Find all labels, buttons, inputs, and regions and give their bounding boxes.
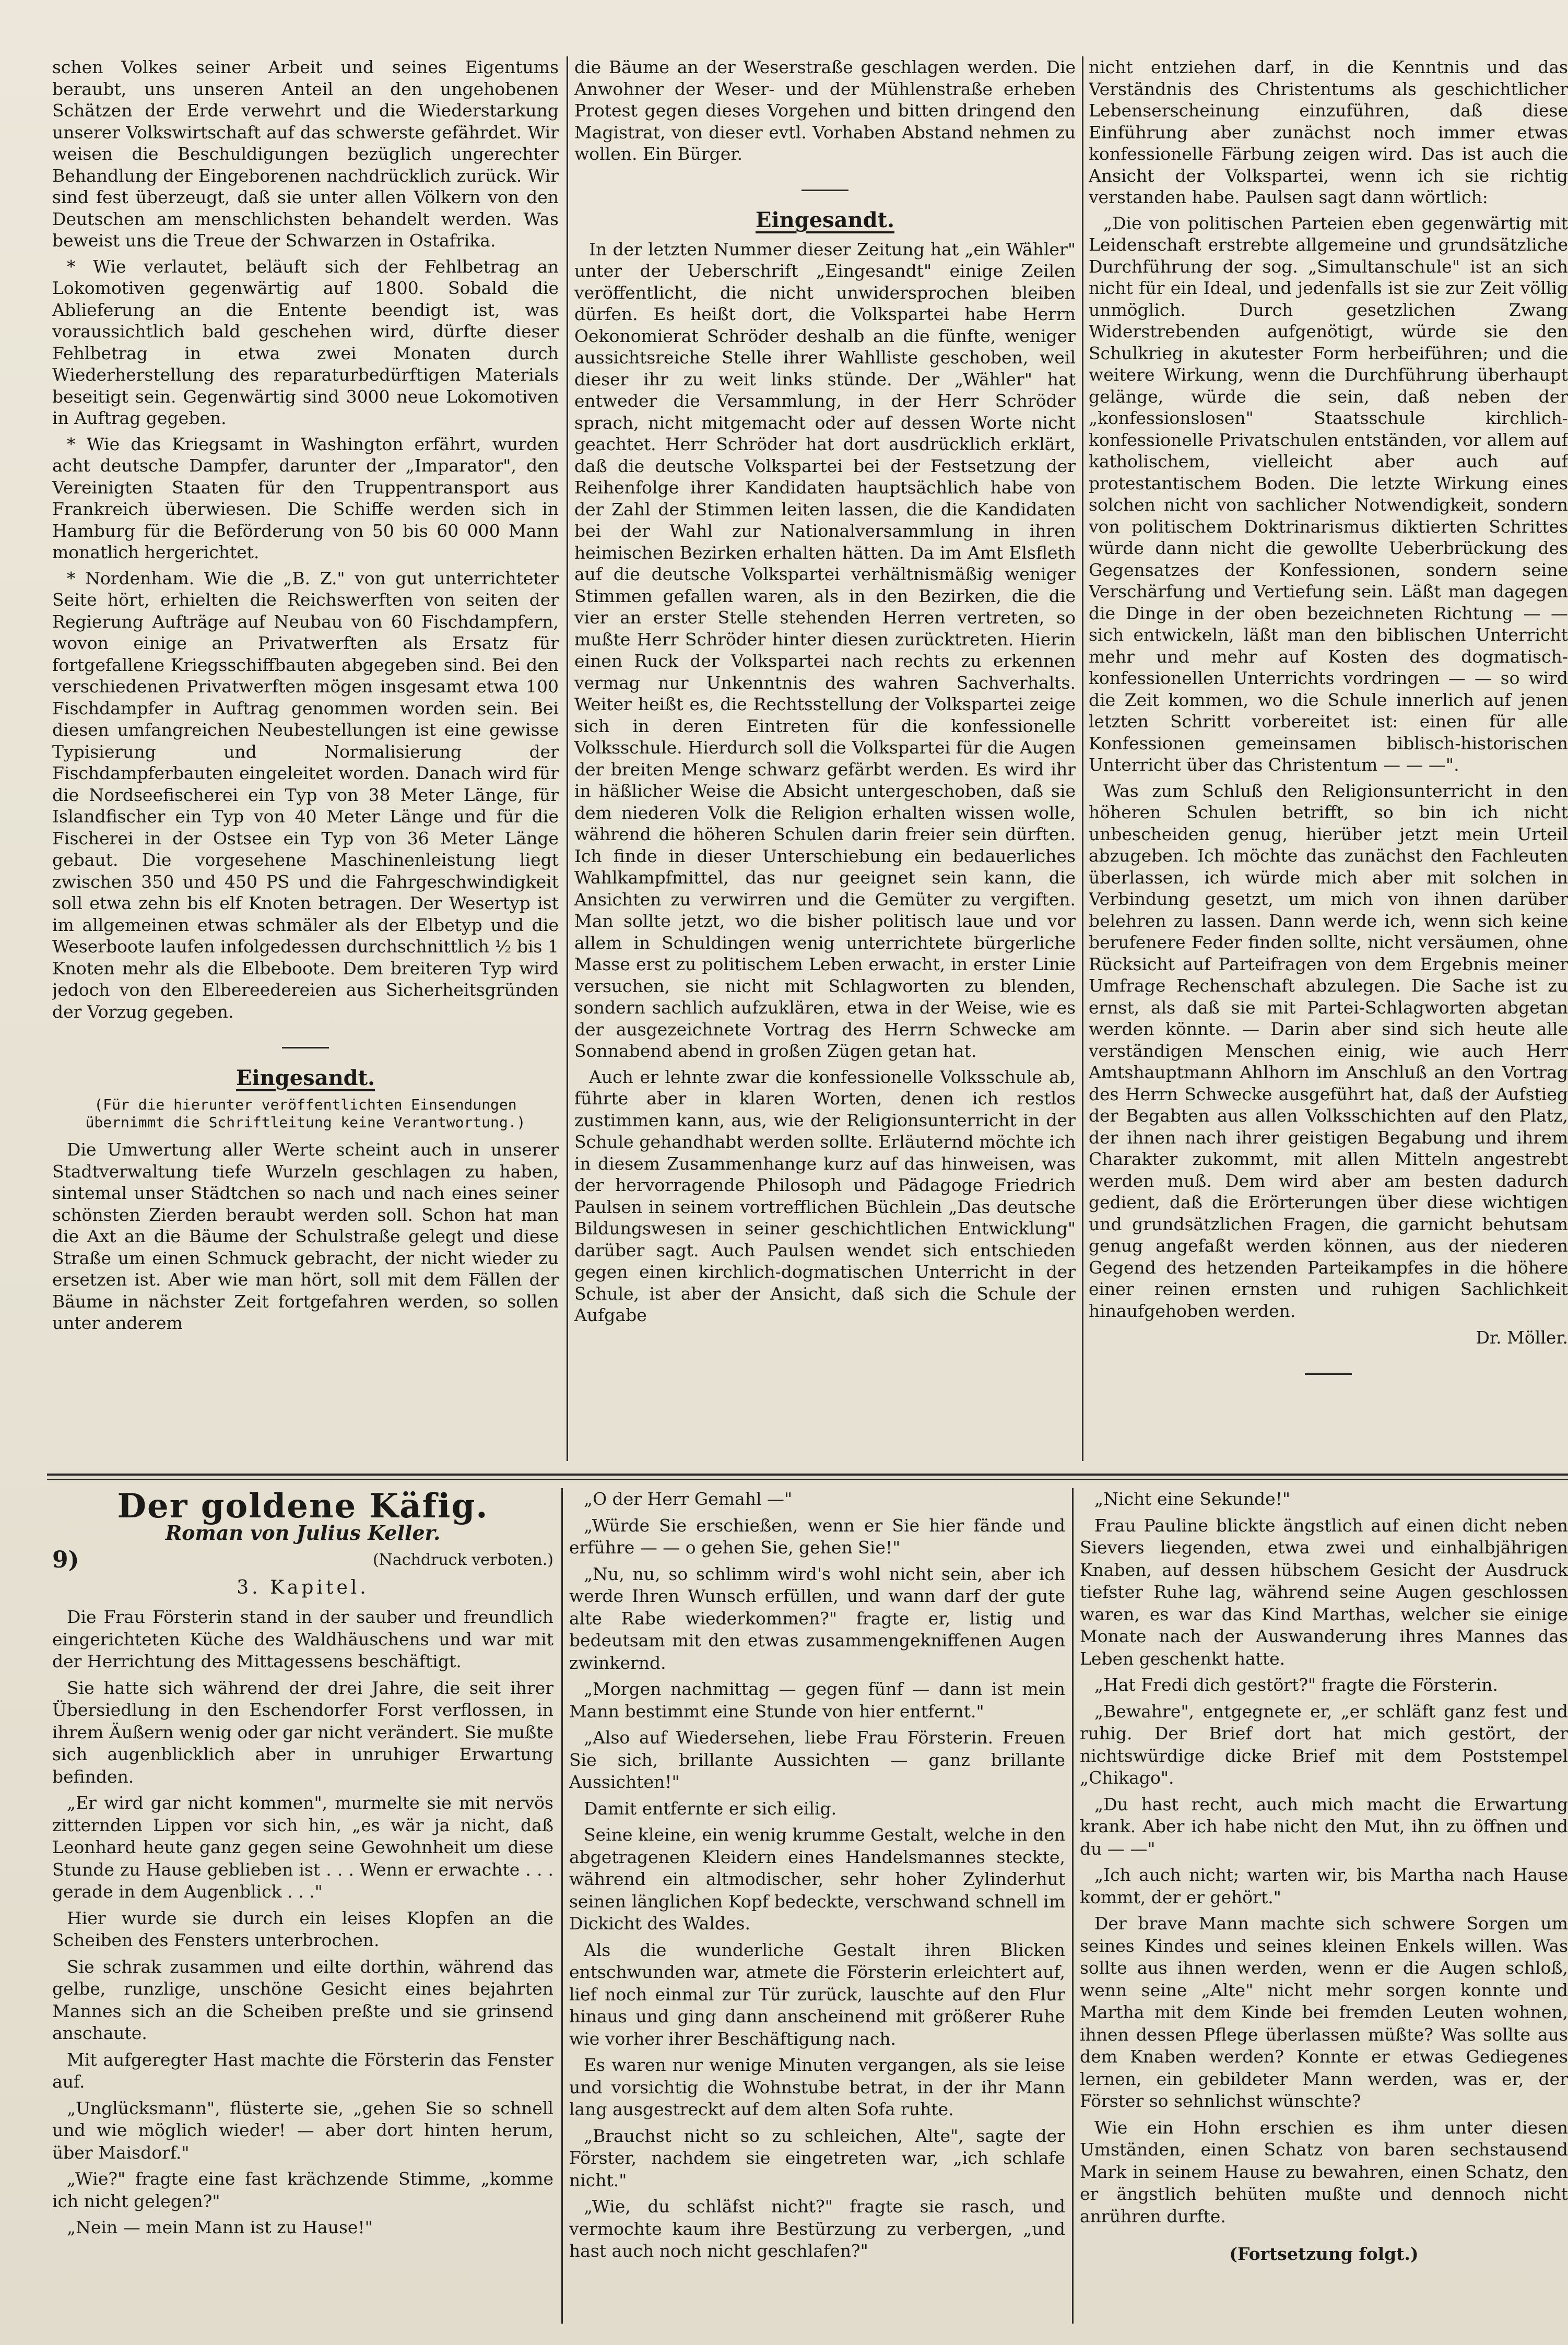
novel-text: Die Frau Försterin stand in der sauber und freundlich eingerichteten Küche des Waldhäuschens und war mit der Herrichtung des Mittagessens beschäftigt. xyxy=(52,1607,553,1671)
novel-text: „O der Herr Gemahl —" xyxy=(584,1489,793,1509)
novel-text: Seine kleine, ein wenig krumme Gestalt, welche in den abgetragenen Kleidern eines Handelsmannes steckte, während ein altmodischer, sehr hoher Zylinderhut seinen länglichen Kopf bedeckte, verschwand schnell im Dickicht des Waldes. xyxy=(569,1824,1065,1934)
novel-text: „Er wird gar nicht kommen", murmelte sie mit nervös zitternden Lippen vor sich hin, „es wär ja nicht, daß Leonhard heute ganz gegen seine Gewohnheit um diese Stunde zu Hause geblieben ist . . . Wenn er erwachte . . . gerade in dem Augenblick . . ." xyxy=(52,1793,553,1902)
article-text: schen Volkes seiner Arbeit und seines Eigentums beraubt, uns unseren Anteil an den ungehobenen Schätzen der Erde verwehrt und die Wiederstarkung unserer Volkswirtschaft auf das schwerste gefährdet. Wir weisen die Beschuldigungen bezüglich ungerechter Behandlung der Eingeborenen nachdrücklich zurück. Wir sind fest überzeugt, daß sie unter allen Völkern von den Deutschen am menschlichsten behandelt werden. Was beweist uns die Treue der Schwarzen in Ostafrika. xyxy=(52,57,559,251)
section-heading-eingesandt: Eingesandt. xyxy=(235,1065,375,1090)
column-rule xyxy=(1072,1488,1074,2324)
continuation-note: (Fortsetzung folgt.) xyxy=(1229,2244,1419,2264)
novel-text: „Würde Sie erschießen, wenn er Sie hier fände und erführe — — o gehen Sie, gehen Sie!" xyxy=(569,1515,1065,1558)
letter-text: nicht entziehen darf, in die Kenntnis und das Verständnis des Christentums als geschichtlicher Lebenserscheinung einzuführen, daß diese Einführung aber zunächst noch immer etwas konfessionelle Färbung zeigen wird. Das ist auch die Ansicht der Volkspartei, wenn ich sie richtig verstanden habe. Paulsen sagt dann wörtlich: xyxy=(1089,57,1568,207)
serial-title: Der goldene Käfig. xyxy=(117,1488,489,1526)
top-column-1 xyxy=(52,56,559,1466)
novel-text: Es waren nur wenige Minuten vergangen, als sie leise und vorsichtig die Wohnstube betrat, in der ihr Mann lang ausgestreckt auf dem alten Sofa ruhte. xyxy=(569,2055,1065,2119)
novel-text: „Unglücksmann", flüsterte sie, „gehen Sie so schnell und wie möglich wieder! — aber dort hinten herum, über Maisdorf." xyxy=(52,2097,553,2163)
news-item-nordenham: * Nordenham. Wie die „B. Z." von gut unterrichteter Seite hört, erhielten die Reichswerften von seiten der Regierung Aufträge auf Neubau von 60 Fischdampfern, wovon einige an Privatwerften als Ersatz für fortgefallene Kriegsschiffbauten abgegeben sind. Bei den verschiedenen Privatwerften mögen insgesamt etwa 100 Fischdampfer in Auftrag genommen worden sein. Bei diesen umfangreichen Neubestellungen ist eine gewisse Typisierung und Normalisierung der Fischdampferbauten eingeleitet worden. Danach wird für die Nordseefischerei ein Typ von 38 Meter Länge, für Islandfischer ein Typ von 40 Meter Länge und für die Fischerei in der Ostsee ein Typ von 36 Meter Länge gebaut. Die vorgesehene Maschinenleistung liegt zwischen 350 und 450 PS und die Fahrgeschwindigkeit soll etwa zehn bis elf Knoten betragen. Der Wesertyp ist im allgemeinen etwas schmäler als der Elbetyp und die Weserboote laufen infolgedessen durchschnittlich ½ bis 1 Knoten mehr als die Elbeboote. Dem breiteren Typ wird jedoch von den Elbereedereien aus Sicherheitsgründen der Vorzug gegeben. xyxy=(52,568,559,1022)
reprint-notice: (Nachdruck verboten.) xyxy=(372,1551,553,1569)
novel-text: Sie schrak zusammen und eilte dorthin, während das gelbe, runzlige, unschöne Gesicht eines bejahrten Mannes sich an die Scheiben preßte und sie grinsend anschaute. xyxy=(52,1956,553,2043)
novel-text: „Wie?" fragte eine fast krächzende Stimme, „komme ich nicht gelegen?" xyxy=(52,2169,553,2211)
column-rule xyxy=(1082,56,1083,1461)
novel-text: „Wie, du schläfst nicht?" fragte sie rasch, und vermochte kaum ihre Bestürzung zu verbergen, „und hast auch noch nicht geschlafen?" xyxy=(569,2196,1065,2261)
serial-meta xyxy=(52,1549,553,1572)
letter-text: Was zum Schluß den Religionsunterricht in den höheren Schulen betrifft, so bin ich nicht unbescheiden genug, hierüber jetzt mein Urteil abzugeben. Ich möchte das zunächst den Fachleuten überlassen, ich würde mich aber mit solchen in Verbindung gesetzt, um mich von ihnen darüber belehren zu lassen. Dann werde ich, wenn sich keine berufenere Feder finden sollte, nicht versäumen, ohne Rücksicht auf Parteifragen von dem Ergebnis meiner Umfrage Rechenschaft abzulegen. Die Sache ist zu ernst, als daß sie mit Partei-Schlagworten abgetan werden könnte. — Darin aber sind sich heute alle verständigen Menschen einig, wie auch Herr Amtshauptmann Ahlhorn im Anschluß an den Vortrag des Herrn Schwecke ausgeführt hat, daß der Aufstieg der Begabten aus allen Volksschichten auf den Platz, der ihnen nach ihrer geistigen Begabung und ihrem Charakter zukommt, mit allen Mitteln angestrebt werden muß. Dem wird aber am besten dadurch gedient, daß die Erörterungen über diese wichtigen und grundsätzlichen Fragen, die garnicht behutsam genug angefaßt werden können, aus der niederen Gegend des hetzenden Parteikampfes in die höhere einer reinen ernsten und ruhigen Sachlichkeit hinaufgehoben werden. xyxy=(1089,780,1568,1321)
novel-text: „Morgen nachmittag — gegen fünf — dann ist mein Mann bestimmt eine Stunde von hier entfernt." xyxy=(569,1679,1065,1722)
novel-text: „Nu, nu, so schlimm wird's wohl nicht sein, aber ich werde Ihren Wunsch erfüllen, und wann darf der gute alte Rabe wiederkommen?" fragte er, listig und bedeutsam mit den etwas zusammengekniffenen Augen zwinkernd. xyxy=(569,1563,1065,1673)
novel-text: Frau Pauline blickte ängstlich auf einen dicht neben Sievers liegenden, etwa zwei und einhalbjährigen Knaben, auf dessen hübschem Gesicht der Ausdruck tiefster Ruhe lag, während seine Augen geschlossen waren, es war das Kind Marthas, welcher sie einige Monate nach der Auswanderung ihres Mannes das Leben geschenkt hatte. xyxy=(1080,1515,1568,1669)
chapter-heading: 3. Kapitel. xyxy=(237,1576,369,1598)
serial-column-3 xyxy=(1080,1488,1568,2324)
separator xyxy=(574,174,1076,196)
quotation: „Die von politischen Parteien eben gegenwärtig mit Leidenschaft erstrebte allgemeine und grundsätzliche Durchführung der sog. „Simultanschule" ist an sich nicht für ein Ideal, und jedenfalls ist sie zur Zeit völlig unmöglich. Durch gesetzlichen Zwang Widerstrebenden aufgenötigt, würde sie den Schulkrieg in akutester Form herbeiführen; und die weitere Wirkung, wenn die Durchführung überhaupt gelänge, würde die sein, daß neben der „konfessionslosen" Staatsschule kirchlich-konfessionelle Privatschulen entständen, vor allem auf katholischem, vielleicht aber auch auf protestantischem Boden. Die letzte Wirkung eines solchen nicht von sachlicher Notwendigkeit, sondern von politischem Doktrinarismus diktierten Schrittes würde dann nicht die gewollte Ueberbrückung des Gegensatzes der Konfessionen, sondern seine Verschärfung und Vertiefung sein. Läßt man dagegen die Dinge in der oben bezeichneten Richtung — — sich entwickeln, läßt man den biblischen Unterricht mehr und mehr auf Kosten des dogmatisch-konfessionellen Unterrichts vordringen — — so wird die Zeit kommen, wo die Schule innerlich auf jenen letzten Schritt vorbereitet ist: einen für alle Konfessionen gemeinsamen biblisch-historischen Unterricht über das Christentum — — —". xyxy=(1089,213,1568,775)
novel-text: „Du hast recht, auch mich macht die Erwartung krank. Aber ich habe nicht den Mut, ihn zu öffnen und du — —" xyxy=(1080,1794,1568,1859)
novel-text: Damit entfernte er sich eilig. xyxy=(584,1798,837,1819)
novel-text: Der brave Mann machte sich schwere Sorgen um seines Kindes und seines kleinen Enkels willen. Was sollte aus ihnen werden, wenn er die Augen schloß, wenn seine „Alte" nicht mehr sorgen konnte und Martha mit dem Kinde bei fremden Leuten wohnen, ihnen dessen Pflege überlassen müßte? Was sollte aus dem Knaben werden? Konnte er etwas Gediegenes lernen, ein gebildeter Mann werden, was er, der Förster so sehnlichst wünschte? xyxy=(1080,1913,1568,2111)
novel-text: „Also auf Wiedersehen, liebe Frau Försterin. Freuen Sie sich, brillante Aussichten — ganz brillante Aussichten!" xyxy=(569,1727,1065,1792)
letter-text: die Bäume an der Weserstraße geschlagen werden. Die Anwohner der Weser- und der Mühlenstraße erheben Protest gegen dieses Vorgehen und bitten dringend den Magistrat, von dieser evtl. Vorhaben Abstand nehmen zu wollen. Ein Bürger. xyxy=(574,57,1076,164)
novel-text: Hier wurde sie durch ein leises Klopfen an die Scheiben des Fensters unterbrochen. xyxy=(52,1907,553,1950)
novel-text: „Ich auch nicht; warten wir, bis Martha nach Hause kommt, der er gehört." xyxy=(1080,1865,1568,1907)
novel-text: „Nein — mein Mann ist zu Hause!" xyxy=(67,2217,373,2237)
letter-text: Auch er lehnte zwar die konfessionelle Volksschule ab, führte aber in klaren Worten, denen ich restlos zustimmen kann, aus, wie der Religionsunterricht in der Schule gehandhabt werden sollte. Erläuternd möchte ich in diesem Zusammenhange kurz auf das hinweisen, was der hervorragende Philosoph und Pädagoge Friedrich Paulsen in seinem vortrefflichen Büchlein „Das deutsche Bildungswesen in seiner geschichtlichen Entwicklung" darüber sagt. Auch Paulsen wendet sich entschieden gegen einen kirchlich-dogmatischen Unterricht in der Schule, ist aber der Ansicht, daß sich die Schule der Aufgabe xyxy=(574,1066,1076,1325)
news-item: * Wie das Kriegsamt in Washington erfährt, wurden acht deutsche Dampfer, darunter der „Imparator", den Vereinigten Staaten für den Truppentransport aus Frankreich überwiesen. Die Schiffe werden sich in Hamburg für die Beförderung von 50 bis 60 000 Mann monatlich hergerichtet. xyxy=(52,433,559,562)
section-heading-eingesandt: Eingesandt. xyxy=(755,208,895,232)
section-divider xyxy=(47,1474,1568,1476)
top-column-3 xyxy=(1089,56,1568,1466)
novel-text: „Hat Fredi dich gestört?" fragte die Försterin. xyxy=(1094,1675,1498,1695)
novel-text: „Nicht eine Sekunde!" xyxy=(1094,1489,1291,1509)
novel-text: Wie ein Hohn erschien es ihm unter diesen Umständen, einen Schatz von baren sechstausend Mark in seinem Hause zu bewahren, einen Schatz, den er ängstlich behüten mußte und dennoch nicht anrühren durfte. xyxy=(1080,2117,1568,2226)
novel-text: Als die wunderliche Gestalt ihren Blicken entschwunden war, atmete die Försterin erleichtert auf, lief noch einmal zur Tür zurück, lauschte auf den Flur hinaus und ging dann anscheinend mit größerer Ruhe wie vorher ihrer Beschäftigung nach. xyxy=(569,1939,1065,2049)
letter-text: In der letzten Nummer dieser Zeitung hat „ein Wähler" unter der Ueberschrift „Eingesandt" einige Zeilen veröffentlicht, die nicht unwidersprochen bleiben dürfen. Es heißt dort, die Volkspartei habe Herrn Oekonomierat Schröder deshalb an die fünfte, weniger aussichtsreiche Stelle ihrer Wahlliste geschoben, weil dieser ihr zu weit links stünde. Der „Wähler" hat entweder die Versammlung, in der Herr Schröder sprach, nicht mitgemacht oder auf dessen Worte nicht geachtet. Herr Schröder hat dort ausdrücklich erklärt, daß die deutsche Volkspartei bei der Festsetzung der Reihenfolge ihrer Kandidaten hauptsächlich habe von der Zahl der Stimmen leiten lassen, die die Kandidaten bei der Wahl zur Nationalversammlung in ihren heimischen Bezirken erhalten hätten. Da im Amt Elsfleth auf die deutsche Volkspartei verhältnismäßig weniger Stimmen gefallen waren, als in den Bezirken, die die vier an erster Stelle stehenden Herren vertreten, so mußte Herr Schröder hinter diesen zurücktreten. Hierin einen Ruck der Volkspartei nach rechts zu erkennen vermag nur Unkenntnis des wahren Sachverhalts. Weiter heißt es, die Rechtsstellung der Volkspartei zeige sich in deren Eintreten für die konfessionelle Volksschule. Hierdurch soll die Volkspartei für die Augen der breiten Menge schwarz gefärbt werden. Es wird ihr in häßlicher Weise die Absicht untergeschoben, daß sie dem niederen Volk die Religion erhalten wissen wolle, während die höheren Schulen darin freier sein dürften. Ich finde in dieser Unterschiebung ein bedauerliches Wahlkampfmittel, das nur geeignet sein kann, die Ansichten zu verwirren und die Gemüter zu vergiften. Man sollte jetzt, wo die bisher politisch laue und vor allem in Schuldingen wenig unterrichtete bürgerliche Masse erst zu politischem Leben erwacht, in erster Linie versuchen, sie nicht mit Schlagworten zu blenden, sondern sachlich aufzuklären, etwa in der Weise, wie es der ausgezeichnete Vortrag des Herrn Schwecke am Sonnabend abend in großen Zügen getan hat. xyxy=(574,239,1076,1061)
letter-text: Die Umwertung aller Werte scheint auch in unserer Stadtverwaltung tiefe Wurzeln geschlagen zu haben, sintemal unser Städtchen so nach und nach eines seiner schönsten Zierden beraubt werden soll. Schon hat man die Axt an die Bäume der Schulstraße gelegt und diese Straße um einen Schmuck gebracht, der nicht wieder zu ersetzen ist. Aber wie man hört, soll mit dem Fällen der Bäume in nächster Zeit fortgefahren werden, so sollen unter anderem xyxy=(52,1139,559,1333)
section-divider-thin xyxy=(47,1479,1568,1480)
news-item: * Wie verlautet, beläuft sich der Fehlbetrag an Lokomotiven gegenwärtig auf 1800. Sobald die Ablieferung an die Entente beendigt ist, was voraussichtlich bald geschehen wird, dürfte dieser Fehlbetrag in etwa zwei Monaten durch Wiederherstellung des reparaturbedürftigen Materials beseitigt sein. Gegenwärtig sind 3000 neue Lokomotiven in Auftrag gegeben. xyxy=(52,256,559,428)
column-rule xyxy=(567,56,568,1461)
separator xyxy=(52,1032,559,1054)
novel-text: Sie hatte sich während der drei Jahre, die seit ihrer Übersiedlung in den Eschendorfer Forst verflossen, in ihrem Äußern wenig oder gar nicht verändert. Sie mußte sich augenblicklich aber in unruhiger Erwartung befinden. xyxy=(52,1677,553,1787)
serial-column-1 xyxy=(52,1488,553,2324)
serial-author: Roman von Julius Keller. xyxy=(165,1521,441,1545)
column-rule xyxy=(561,1488,563,2324)
top-column-2 xyxy=(574,56,1076,1466)
separator xyxy=(1089,1358,1568,1380)
signature: Dr. Möller. xyxy=(1476,1327,1568,1348)
novel-text: „Bewahre", entgegnete er, „er schläft ganz fest und ruhig. Der Brief dort hat mich gestört, der nichtswürdige dicke Brief mit dem Poststempel „Chikago". xyxy=(1080,1701,1568,1788)
novel-text: „Brauchst nicht so zu schleichen, Alte", sagte der Förster, nachdem sie eingetreten war, „ich schlafe nicht." xyxy=(569,2125,1065,2190)
installment-number: 9) xyxy=(52,1547,79,1573)
editorial-disclaimer: (Für die hierunter veröffentlichten Einsendungen übernimmt die Schriftleitung keine Verantwortung.) xyxy=(85,1096,526,1131)
novel-text: Mit aufgeregter Hast machte die Försterin das Fenster auf. xyxy=(52,2049,553,2092)
serial-column-2 xyxy=(569,1488,1065,2324)
